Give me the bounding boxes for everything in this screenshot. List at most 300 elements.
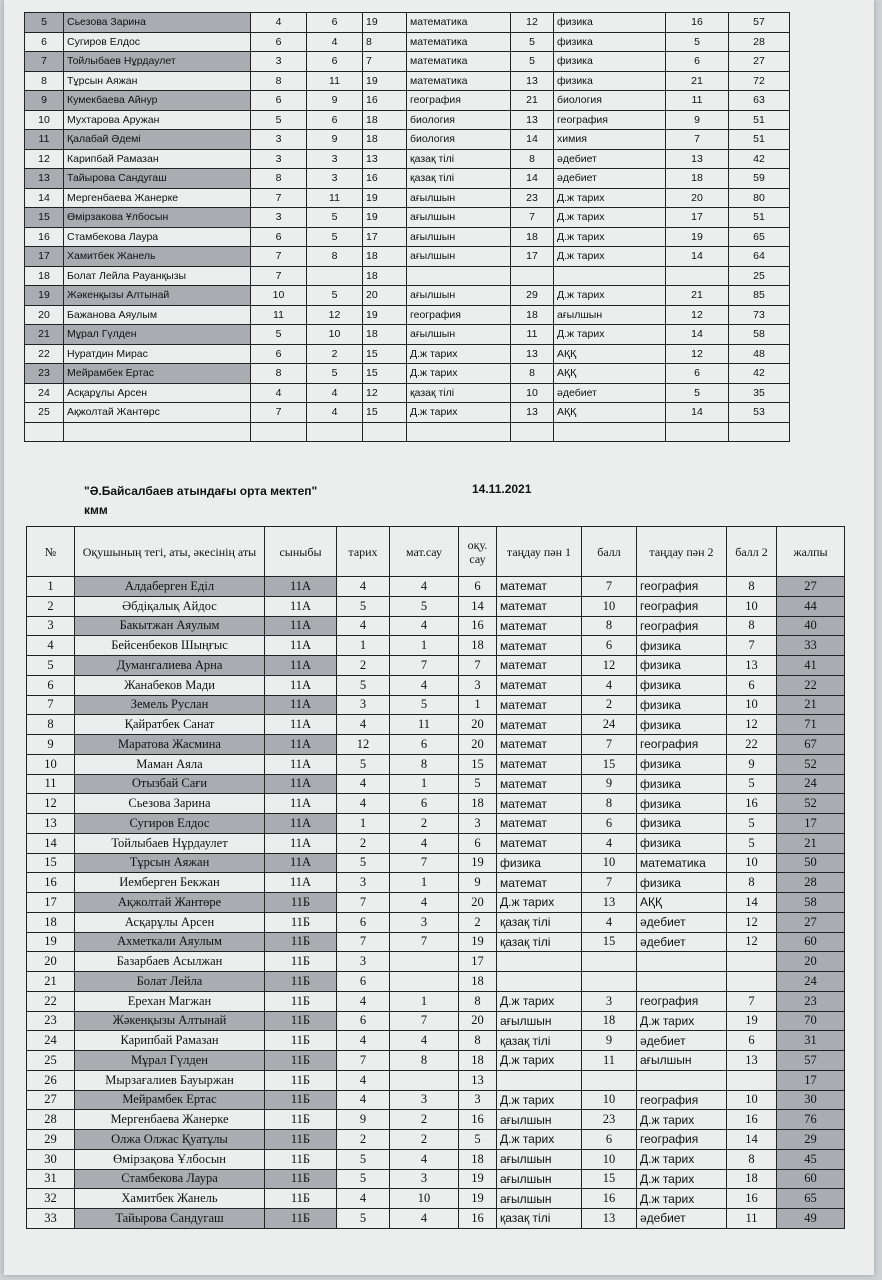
student-name: Карипбай Рамазан <box>75 1031 265 1051</box>
total-score: 31 <box>777 1031 845 1051</box>
score-history: 5 <box>337 853 390 873</box>
score-math: 1 <box>390 774 459 794</box>
score-history: 3 <box>337 695 390 715</box>
student-name: Нуратдин Мирас <box>64 344 251 364</box>
row-number: 9 <box>27 735 75 755</box>
elective-score-2: 7 <box>727 991 777 1011</box>
score-history: 4 <box>337 577 390 597</box>
elective-score-2: 21 <box>666 71 729 91</box>
elective-score-2: 12 <box>666 344 729 364</box>
empty-cell <box>363 422 407 442</box>
elective-score-2: 11 <box>727 1209 777 1229</box>
class-name: 11Б <box>265 1189 337 1209</box>
class-name: 11Б <box>265 932 337 952</box>
total-score: 28 <box>729 32 790 52</box>
score-history: 7 <box>337 932 390 952</box>
score-history: 6 <box>251 227 307 247</box>
elective-score-2: 21 <box>666 286 729 306</box>
elective-score-1: 8 <box>582 616 637 636</box>
class-name: 11А <box>265 853 337 873</box>
score-reading: 13 <box>363 149 407 169</box>
elective-subject-1: математика <box>407 13 511 33</box>
score-history: 4 <box>251 383 307 403</box>
student-name: Алдаберген Еділ <box>75 577 265 597</box>
total-score: 35 <box>729 383 790 403</box>
class-name: 11А <box>265 794 337 814</box>
elective-subject-1: Д.ж тарих <box>407 344 511 364</box>
elective-subject-1: қазақ тілі <box>497 1031 582 1051</box>
elective-score-1: 13 <box>511 110 554 130</box>
elective-subject-2: физика <box>637 715 727 735</box>
elective-score-1: 29 <box>511 286 554 306</box>
row-number: 23 <box>25 364 64 384</box>
table-row <box>27 873 845 893</box>
score-reading: 17 <box>363 227 407 247</box>
row-number: 22 <box>25 344 64 364</box>
elective-score-1: 12 <box>511 13 554 33</box>
score-reading: 16 <box>459 616 497 636</box>
score-math: 8 <box>307 247 363 267</box>
elective-subject-1: Д.ж тарих <box>497 1051 582 1071</box>
score-reading: 18 <box>363 247 407 267</box>
score-math: 2 <box>390 814 459 834</box>
elective-subject-1: физика <box>497 853 582 873</box>
column-header: таңдау пән 2 <box>637 527 727 577</box>
row-number: 25 <box>27 1051 75 1071</box>
elective-score-1: 10 <box>582 1149 637 1169</box>
total-score: 72 <box>729 71 790 91</box>
score-math: 2 <box>390 1110 459 1130</box>
table-row <box>27 853 845 873</box>
elective-subject-1: математика <box>407 32 511 52</box>
elective-score-1: 13 <box>582 893 637 913</box>
elective-score-2: 16 <box>666 13 729 33</box>
class-name: 11Б <box>265 1169 337 1189</box>
total-score: 53 <box>729 403 790 423</box>
elective-subject-1: математ <box>497 794 582 814</box>
elective-subject-2: физика <box>637 695 727 715</box>
score-history: 8 <box>251 169 307 189</box>
student-name: Тұрсын Аяжан <box>64 71 251 91</box>
score-reading: 8 <box>459 991 497 1011</box>
total-score: 48 <box>729 344 790 364</box>
student-name: Бакытжан Аяулым <box>75 616 265 636</box>
row-number: 21 <box>25 325 64 345</box>
empty-cell <box>64 422 251 442</box>
elective-subject-2: әдебиет <box>637 932 727 952</box>
total-score: 57 <box>729 13 790 33</box>
score-reading: 15 <box>459 754 497 774</box>
total-score: 65 <box>777 1189 845 1209</box>
elective-subject-2: әдебиет <box>637 912 727 932</box>
row-number: 16 <box>25 227 64 247</box>
score-math: 1 <box>390 636 459 656</box>
student-name: Мергенбаева Жанерке <box>64 188 251 208</box>
student-name: Сугиров Елдос <box>75 814 265 834</box>
table-row <box>25 208 790 228</box>
table-row <box>27 577 845 597</box>
score-reading: 19 <box>363 71 407 91</box>
elective-subject-1: математ <box>497 814 582 834</box>
table-row <box>27 735 845 755</box>
score-reading: 19 <box>459 1169 497 1189</box>
elective-score-1: 5 <box>511 52 554 72</box>
total-score: 58 <box>729 325 790 345</box>
row-number: 1 <box>27 577 75 597</box>
table-row <box>27 616 845 636</box>
elective-score-2: 10 <box>727 853 777 873</box>
score-reading: 19 <box>363 13 407 33</box>
score-math: 4 <box>390 616 459 636</box>
score-reading: 16 <box>363 169 407 189</box>
elective-score-1: 15 <box>582 1169 637 1189</box>
elective-score-2 <box>727 972 777 992</box>
table-row <box>27 656 845 676</box>
elective-subject-2: химия <box>554 130 666 150</box>
score-history: 6 <box>251 344 307 364</box>
elective-score-1: 8 <box>511 149 554 169</box>
class-name: 11Б <box>265 1209 337 1229</box>
row-number: 7 <box>27 695 75 715</box>
score-reading: 18 <box>459 794 497 814</box>
score-reading: 2 <box>459 912 497 932</box>
row-number: 18 <box>25 266 64 286</box>
row-number: 26 <box>27 1070 75 1090</box>
table-row <box>27 774 845 794</box>
student-name: Думангалиева Арна <box>75 656 265 676</box>
student-name: Хамитбек Жанель <box>64 247 251 267</box>
student-name: Тойлыбаев Нұрдаулет <box>64 52 251 72</box>
elective-subject-1: математ <box>497 596 582 616</box>
total-score: 52 <box>777 794 845 814</box>
class-name: 11А <box>265 616 337 636</box>
student-name: Сьезова Зарина <box>75 794 265 814</box>
student-name: Мергенбаева Жанерке <box>75 1110 265 1130</box>
score-reading: 6 <box>459 833 497 853</box>
total-score: 71 <box>777 715 845 735</box>
elective-score-2: 8 <box>727 873 777 893</box>
elective-subject-2: география <box>637 1130 727 1150</box>
score-math: 10 <box>390 1189 459 1209</box>
score-reading: 13 <box>459 1070 497 1090</box>
total-score: 22 <box>777 675 845 695</box>
score-math: 6 <box>390 735 459 755</box>
elective-score-2: 5 <box>666 383 729 403</box>
student-name: Стамбекова Лаура <box>64 227 251 247</box>
student-name: Олжа Олжас Қуатұлы <box>75 1130 265 1150</box>
score-math: 2 <box>390 1130 459 1150</box>
elective-score-2: 8 <box>727 616 777 636</box>
class-name: 11А <box>265 596 337 616</box>
table-row <box>27 893 845 913</box>
row-number: 15 <box>25 208 64 228</box>
student-name: Жанабеков Мади <box>75 675 265 695</box>
row-number: 24 <box>25 383 64 403</box>
score-math: 6 <box>390 794 459 814</box>
score-history: 3 <box>337 873 390 893</box>
elective-score-2: 12 <box>666 305 729 325</box>
table-row <box>27 636 845 656</box>
score-history: 9 <box>337 1110 390 1130</box>
table-row <box>25 325 790 345</box>
student-name: Тайырова Сандугаш <box>75 1209 265 1229</box>
elective-score-1: 15 <box>582 754 637 774</box>
student-name: Отызбай Сағи <box>75 774 265 794</box>
score-math: 1 <box>390 873 459 893</box>
score-math: 6 <box>307 110 363 130</box>
elective-subject-2: АҚҚ <box>554 403 666 423</box>
row-number: 25 <box>25 403 64 423</box>
score-reading: 18 <box>363 110 407 130</box>
elective-score-1: 13 <box>511 403 554 423</box>
table-row <box>27 1051 845 1071</box>
score-reading: 20 <box>363 286 407 306</box>
total-score: 27 <box>777 577 845 597</box>
elective-subject-2: АҚҚ <box>637 893 727 913</box>
elective-subject-2: физика <box>637 873 727 893</box>
elective-subject-2: физика <box>637 754 727 774</box>
elective-score-2: 14 <box>727 1130 777 1150</box>
row-number: 8 <box>27 715 75 735</box>
elective-score-1: 7 <box>582 873 637 893</box>
student-name: Ерехан Магжан <box>75 991 265 1011</box>
score-math: 10 <box>307 325 363 345</box>
elective-subject-2: физика <box>637 656 727 676</box>
student-name: Мейрамбек Ертас <box>64 364 251 384</box>
row-number: 13 <box>27 814 75 834</box>
student-name: Мұрал Гүлден <box>64 325 251 345</box>
elective-score-2 <box>727 1070 777 1090</box>
student-name: Тайырова Сандугаш <box>64 169 251 189</box>
empty-cell <box>511 422 554 442</box>
elective-score-2: 6 <box>727 675 777 695</box>
row-number: 23 <box>27 1011 75 1031</box>
score-reading: 3 <box>459 814 497 834</box>
class-name: 11Б <box>265 1130 337 1150</box>
total-score: 29 <box>777 1130 845 1150</box>
elective-score-1: 6 <box>582 636 637 656</box>
elective-subject-2: әдебиет <box>637 1031 727 1051</box>
table-row <box>25 169 790 189</box>
elective-score-1: 2 <box>582 695 637 715</box>
score-math: 4 <box>390 577 459 597</box>
elective-subject-1: қазақ тілі <box>407 169 511 189</box>
score-math: 7 <box>390 1011 459 1031</box>
empty-cell <box>729 422 790 442</box>
row-number: 7 <box>25 52 64 72</box>
class-name: 11Б <box>265 1149 337 1169</box>
row-number: 20 <box>27 952 75 972</box>
elective-score-2: 14 <box>666 247 729 267</box>
total-score: 17 <box>777 1070 845 1090</box>
total-score: 76 <box>777 1110 845 1130</box>
score-reading: 5 <box>459 1130 497 1150</box>
elective-score-2: 5 <box>666 32 729 52</box>
elective-subject-2: физика <box>637 636 727 656</box>
elective-score-1: 10 <box>582 853 637 873</box>
student-name: Бейсенбеков Шыңғыс <box>75 636 265 656</box>
table-row <box>27 1149 845 1169</box>
score-math: 2 <box>307 344 363 364</box>
table-row <box>27 715 845 735</box>
score-math: 9 <box>307 91 363 111</box>
elective-score-1: 6 <box>582 814 637 834</box>
score-reading: 17 <box>459 952 497 972</box>
elective-score-2: 13 <box>666 149 729 169</box>
elective-score-1: 10 <box>582 596 637 616</box>
table-row <box>25 52 790 72</box>
elective-subject-2: әдебиет <box>554 169 666 189</box>
student-name: Мейрамбек Ертас <box>75 1090 265 1110</box>
total-score: 49 <box>777 1209 845 1229</box>
elective-score-1: 4 <box>582 675 637 695</box>
score-math: 3 <box>307 149 363 169</box>
class-name: 11Б <box>265 972 337 992</box>
score-math: 8 <box>390 1051 459 1071</box>
elective-subject-2: Д.ж тарих <box>554 286 666 306</box>
score-history: 5 <box>251 325 307 345</box>
elective-subject-1: математика <box>407 71 511 91</box>
score-math: 3 <box>390 1169 459 1189</box>
student-name: Сьезова Зарина <box>64 13 251 33</box>
score-history: 4 <box>337 1090 390 1110</box>
elective-score-1: 21 <box>511 91 554 111</box>
total-score: 51 <box>729 208 790 228</box>
table-row <box>25 344 790 364</box>
elective-subject-2: Д.ж тарих <box>554 325 666 345</box>
student-name: Хамитбек Жанель <box>75 1189 265 1209</box>
elective-subject-2: география <box>637 1090 727 1110</box>
class-name: 11А <box>265 656 337 676</box>
score-math: 4 <box>390 1149 459 1169</box>
total-score: 21 <box>777 833 845 853</box>
student-name: Болат Лейла <box>75 972 265 992</box>
table-row <box>25 266 790 286</box>
main-results-table <box>26 526 845 1229</box>
elective-score-1: 17 <box>511 247 554 267</box>
score-math: 4 <box>390 1209 459 1229</box>
total-score: 80 <box>729 188 790 208</box>
total-score: 73 <box>729 305 790 325</box>
elective-subject-2: Д.ж тарих <box>637 1169 727 1189</box>
class-name: 11А <box>265 695 337 715</box>
elective-subject-1: ағылшын <box>497 1169 582 1189</box>
row-number: 28 <box>27 1110 75 1130</box>
elective-subject-2: география <box>637 577 727 597</box>
class-name: 11А <box>265 754 337 774</box>
total-score: 51 <box>729 130 790 150</box>
row-number: 2 <box>27 596 75 616</box>
table-row <box>27 1031 845 1051</box>
score-history: 5 <box>337 1149 390 1169</box>
student-name: Ақжолтай Жантөрс <box>64 403 251 423</box>
elective-subject-1: қазақ тілі <box>497 912 582 932</box>
score-history: 5 <box>337 675 390 695</box>
score-history: 3 <box>251 149 307 169</box>
table-row <box>25 130 790 150</box>
score-reading: 20 <box>459 893 497 913</box>
elective-subject-1: ағылшын <box>497 1110 582 1130</box>
elective-score-2 <box>666 266 729 286</box>
score-history: 6 <box>337 972 390 992</box>
elective-score-1: 5 <box>511 32 554 52</box>
table-row <box>25 227 790 247</box>
score-reading: 12 <box>363 383 407 403</box>
total-score: 45 <box>777 1149 845 1169</box>
table-row <box>27 991 845 1011</box>
elective-score-1: 8 <box>511 364 554 384</box>
table-row <box>27 1110 845 1130</box>
elective-score-1: 23 <box>511 188 554 208</box>
total-score: 25 <box>729 266 790 286</box>
elective-subject-2: Д.ж тарих <box>554 227 666 247</box>
elective-subject-2: Д.ж тарих <box>637 1149 727 1169</box>
elective-subject-1: математ <box>497 695 582 715</box>
elective-subject-1: математ <box>497 873 582 893</box>
score-history: 4 <box>337 991 390 1011</box>
row-number: 33 <box>27 1209 75 1229</box>
row-number: 5 <box>25 13 64 33</box>
elective-subject-2 <box>554 266 666 286</box>
column-header: оқу. сау <box>459 527 497 577</box>
student-name: Жәкенқызы Алтынай <box>75 1011 265 1031</box>
score-math: 4 <box>307 383 363 403</box>
table-row <box>27 952 845 972</box>
elective-subject-2: Д.ж тарих <box>637 1110 727 1130</box>
table-row <box>27 695 845 715</box>
elective-subject-1: математика <box>407 52 511 72</box>
elective-score-1: 23 <box>582 1110 637 1130</box>
score-reading: 3 <box>459 675 497 695</box>
elective-subject-1 <box>497 952 582 972</box>
table-row <box>25 247 790 267</box>
document-page <box>4 0 874 1275</box>
table-row <box>25 13 790 33</box>
student-name: Маман Аяла <box>75 754 265 774</box>
score-reading: 18 <box>459 1051 497 1071</box>
elective-score-1 <box>511 266 554 286</box>
score-math: 1 <box>390 991 459 1011</box>
elective-subject-2: Д.ж тарих <box>554 208 666 228</box>
class-name: 11А <box>265 675 337 695</box>
score-history: 2 <box>337 656 390 676</box>
total-score: 57 <box>777 1051 845 1071</box>
score-history: 4 <box>337 794 390 814</box>
class-name: 11А <box>265 636 337 656</box>
score-math: 4 <box>390 1031 459 1051</box>
elective-subject-1: ағылшын <box>407 188 511 208</box>
school-title: "Ә.Байсалбаев атындағы орта мектеп" кмм <box>84 484 318 517</box>
class-name: 11Б <box>265 1070 337 1090</box>
empty-cell <box>307 422 363 442</box>
elective-score-2: 14 <box>666 403 729 423</box>
elective-score-2: 5 <box>727 774 777 794</box>
elective-score-2: 5 <box>727 814 777 834</box>
row-number: 17 <box>25 247 64 267</box>
score-math: 6 <box>307 52 363 72</box>
score-math <box>390 972 459 992</box>
total-score: 63 <box>729 91 790 111</box>
score-reading: 16 <box>363 91 407 111</box>
empty-cell <box>554 422 666 442</box>
total-score: 40 <box>777 616 845 636</box>
student-name: Карипбай Рамазан <box>64 149 251 169</box>
elective-score-2: 6 <box>727 1031 777 1051</box>
score-history: 7 <box>337 1051 390 1071</box>
elective-subject-2: физика <box>554 52 666 72</box>
row-number: 13 <box>25 169 64 189</box>
score-math: 4 <box>307 32 363 52</box>
